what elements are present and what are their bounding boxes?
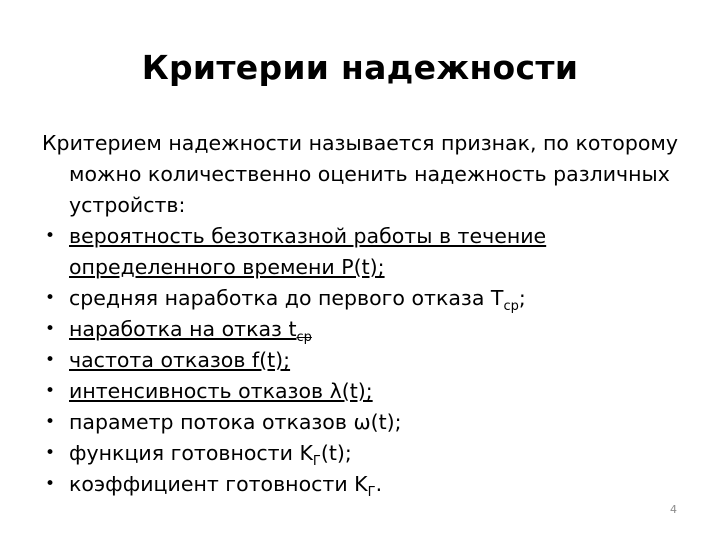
bullet-icon: • — [45, 319, 56, 339]
item-text: функция готовности K — [69, 441, 313, 465]
item-subscript: ср — [296, 330, 312, 345]
item-text: коэффициент готовности K — [69, 472, 368, 496]
list-item — [42, 407, 682, 438]
list-item — [42, 376, 682, 407]
item-suffix: ; — [518, 286, 526, 310]
item-subscript: Г — [312, 454, 321, 469]
intro-paragraph: Критерием надежности называется признак, по которому можно количественно оценить надежность различных устройств: — [42, 131, 679, 217]
list-item — [42, 469, 682, 500]
item-text: наработка на отказ t — [69, 317, 297, 341]
item-subscript: Г — [367, 485, 376, 500]
list-item — [42, 345, 682, 376]
bullet-icon: • — [45, 288, 56, 308]
bullet-icon: • — [45, 412, 56, 432]
bullet-icon: • — [45, 226, 56, 246]
page-number: 4 — [670, 503, 677, 516]
criteria-list — [42, 221, 682, 500]
item-suffix: (t); — [320, 441, 352, 465]
bullet-icon: • — [45, 443, 56, 463]
item-subscript: ср — [503, 299, 519, 314]
list-item — [42, 438, 682, 469]
bullet-icon: • — [45, 474, 56, 494]
item-text: параметр потока отказов ω(t); — [69, 410, 402, 434]
item-text: вероятность безотказной работы в течение определенного времени P(t); — [69, 224, 547, 279]
bullet-icon: • — [45, 350, 56, 370]
bullet-icon: • — [45, 381, 56, 401]
list-item — [42, 314, 682, 345]
list-item — [42, 283, 682, 314]
item-text: средняя наработка до первого отказа T — [69, 286, 504, 310]
item-text: частота отказов f(t); — [69, 348, 291, 372]
item-text: интенсивность отказов λ(t); — [69, 379, 373, 403]
list-item — [42, 221, 682, 283]
slide-body — [42, 128, 682, 500]
item-suffix: . — [375, 472, 383, 496]
slide-title: Критерии надежности — [141, 48, 579, 87]
